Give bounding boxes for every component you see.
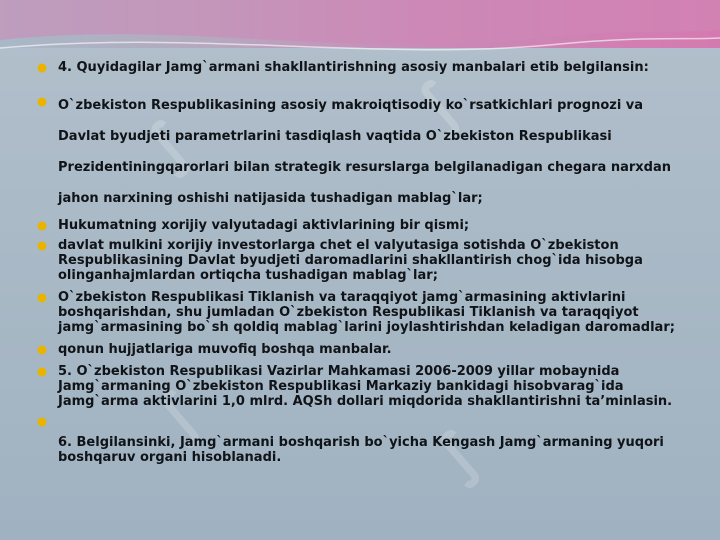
bullet-icon (37, 63, 47, 73)
bullet-icon (37, 417, 47, 427)
watermark-shape: ∫ (400, 67, 476, 143)
empty-bullet-item (58, 414, 688, 429)
paragraph-text: Hukumatning xorijiy valyutadagi aktivlarining bir qismi; (58, 218, 470, 233)
slide-content (58, 52, 688, 465)
paragraph-item (58, 435, 688, 465)
paragraph-text: O`zbekiston Respublikasining asosiy makroiqtisodiy ko`rsatkichlari prognozi va Davlat byudjeti parametrlarini tasdiqlash vaqtida O`zbekiston Respublikasi Prezidentiningqarorlari bilan strategik resurslarga belgilanadigan chegara narxdan jahon narxining oshishi natijasida tushadigan mablag`lar; (58, 98, 671, 206)
paragraph-text: qonun hujjatlariga muvofiq boshqa manbalar. (58, 342, 392, 357)
paragraph-text: 5. O`zbekiston Respublikasi Vazirlar Mahkamasi 2006-2009 yillar mobaynida Jamg`armaning O`zbekiston Respublikasi Markaziy bankidagi hisobvarag`ida Jamg`arma aktivlarini 1,0 mlrd. AQSh dollari miqdorida shakllantirishni ta’minlasin. (58, 364, 673, 409)
header-wave-decoration (0, 0, 720, 60)
bullet-item (58, 218, 688, 233)
bullet-item (58, 60, 688, 75)
watermark-shape: ∫ (140, 377, 216, 453)
bullet-item (58, 290, 688, 335)
paragraph-text: 4. Quyidagilar Jamg`armani shakllantirishning asosiy manbalari etib belgilansin: (58, 60, 649, 75)
bullet-item (58, 238, 688, 283)
bullet-item (58, 342, 688, 357)
bullet-icon (37, 293, 47, 303)
bullet-icon (37, 241, 47, 251)
bullet-item (58, 364, 688, 409)
bullet-item (58, 90, 688, 214)
bullet-icon (37, 221, 47, 231)
bullet-icon (37, 367, 47, 377)
watermark-shape: ∫ (420, 417, 496, 493)
paragraph-text: davlat mulkini xorijiy investorlarga chet el valyutasiga sotishda O`zbekiston Respublikasining Davlat byudjeti daromadlarini shakllantirish chog`ida hisobga olinganhajmlardan ortiqcha tushadigan mablag`lar; (58, 238, 643, 283)
bullet-icon (37, 97, 47, 107)
watermark-shape: ∫ (130, 107, 206, 183)
paragraph-text: 6. Belgilansinki, Jamg`armani boshqarish bo`yicha Kengash Jamg`armaning yuqori boshqaruv organi hisoblanadi. (58, 435, 664, 465)
paragraph-text: O`zbekiston Respublikasi Tiklanish va taraqqiyot jamg`armasining aktivlarini boshqarishdan, shu jumladan O`zbekiston Respublikasi Tiklanish va taraqqiyot jamg`armasining bo`sh qoldiq mablag`larini joylashtirishdan keladigan daromadlar; (58, 290, 675, 335)
bullet-icon (37, 345, 47, 355)
